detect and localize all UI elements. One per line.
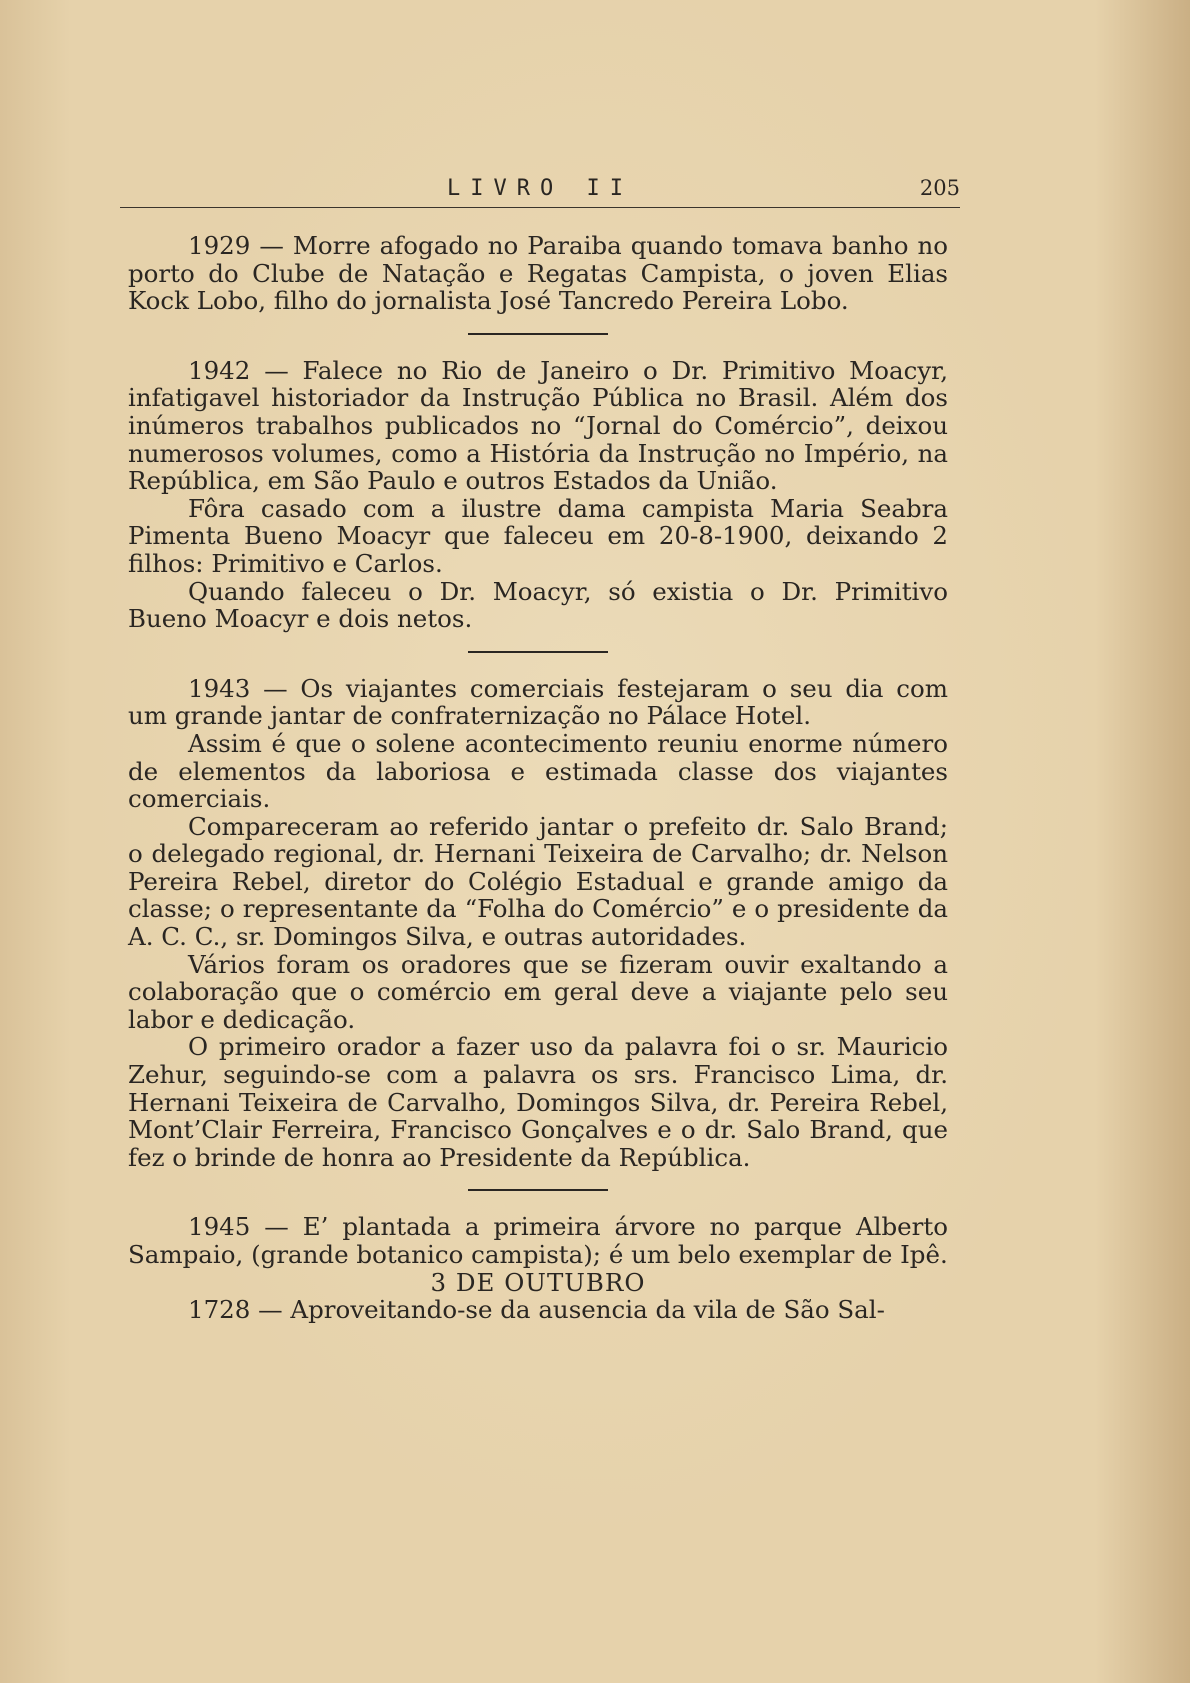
separator-rule	[468, 333, 608, 335]
separator-rule	[468, 651, 608, 653]
entry-1942: 1942 — Falece no Rio de Janeiro o Dr. Primitivo Moacyr, infatigavel historiador da Instrução Pública no Brasil. Além dos inúmeros trabalhos publicados no “Jornal do Comércio”, deixou numerosos volumes, como a História da Instrução no Império, na República, em São Paulo e outros Estados da União.	[128, 355, 948, 496]
running-title: LIVRO II	[447, 176, 633, 201]
page-number: 205	[919, 176, 960, 200]
entry-1945: 1945 — E’ plantada a primeira árvore no parque Alberto Sampaio, (grande botanico campista); é um belo exemplar de Ipê.	[128, 1212, 948, 1269]
entry-1942-paragraph: Quando faleceu o Dr. Moacyr, só existia o Dr. Primitivo Bueno Moacyr e dois netos.	[128, 576, 948, 634]
section-heading: 3 DE OUTUBRO	[430, 1267, 646, 1297]
entry-1929: 1929 — Morre afogado no Paraiba quando tomava banho no porto do Clube de Natação e Regatas Campista, o joven Elias Kock Lobo, filho do jornalista José Tancredo Pereira Lobo.	[128, 231, 948, 316]
entry-1943-paragraph: O primeiro orador a fazer uso da palavra foi o sr. Mauricio Zehur, seguindo-se com a palavra os srs. Francisco Lima, dr. Hernani Teixeira de Carvalho, Domingos Silva, dr. Pereira Rebel, Mont’Clair Ferreira, Francisco Gonçalves e o dr. Salo Brand, que fez o brinde de honra ao Presidente da República.	[128, 1032, 948, 1172]
entry-1728: 1728 — Aproveitando-se da ausencia da vila de São Sal-	[188, 1295, 885, 1325]
entry-1943-paragraph: Vários foram os oradores que se fizeram ouvir exaltando a colaboração que o comércio em geral deve a viajante pelo seu labor e dedicação.	[128, 949, 948, 1034]
entry-1943-paragraph: Assim é que o solene acontecimento reuniu enorme número de elementos da laboriosa e estimada classe dos viajantes comerciais.	[128, 728, 948, 814]
page-body	[128, 232, 948, 1324]
header-rule	[120, 207, 960, 208]
separator-rule	[468, 1189, 608, 1191]
page-header	[120, 176, 960, 206]
entry-1942-paragraph: Fôra casado com a ilustre dama campista Maria Seabra Pimenta Bueno Moacyr que faleceu em 20-8-1900, deixando 2 filhos: Primitivo e Carlos.	[128, 493, 948, 578]
entry-1943-paragraph: Compareceram ao referido jantar o prefeito dr. Salo Brand; o delegado regional, dr. Hernani Teixeira de Carvalho; dr. Nelson Pereira Rebel, diretor do Colégio Estadual e grande amigo da classe; o representante da “Folha do Comércio” e o presidente da A. C. C., sr. Domingos Silva, e outras autoridades.	[128, 811, 948, 952]
entry-1943: 1943 — Os viajantes comerciais festejaram o seu dia com um grande jantar de confraternização no Pálace Hotel.	[128, 673, 948, 731]
